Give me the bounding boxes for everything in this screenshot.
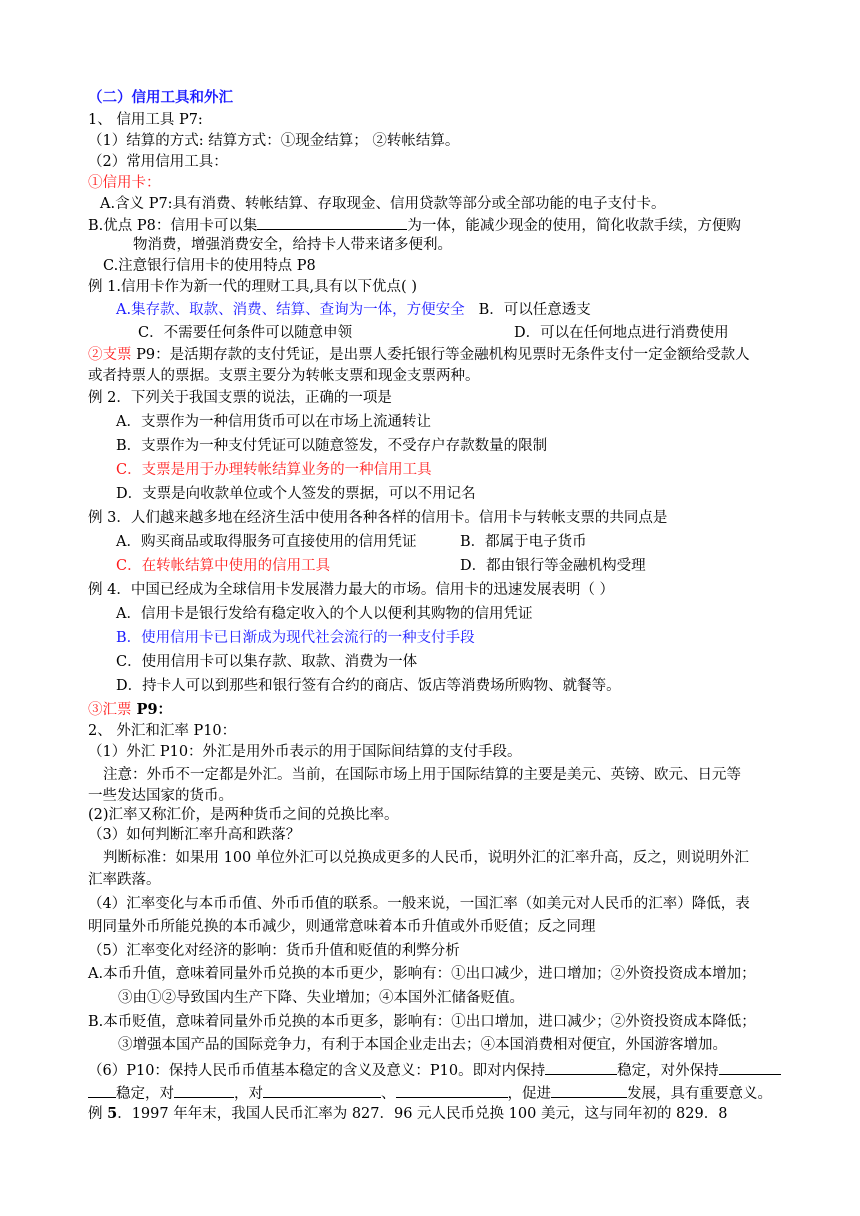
example-4-option-a: A．信用卡是银行发给有稳定收入的个人以便利其购物的信用凭证 <box>116 606 533 622</box>
credit-card-advantages-cont: 物消费，增强消费安全，给持卡人带来诸多便利。 <box>133 237 452 253</box>
cheque-heading: ②支票 <box>88 347 132 363</box>
example-2-option-c: C．支票是用于办理转帐结算业务的一种信用工具 <box>116 462 432 478</box>
example-1-option-d: D．可以在任何地点进行消费使用 <box>514 325 729 341</box>
draft-heading: ③汇票 <box>88 702 132 718</box>
example-2-option-a: A．支票作为一种信用货币可以在市场上流通转让 <box>116 414 431 430</box>
blank-line <box>174 1082 234 1098</box>
credit-card-definition: A.含义 P7:具有消费、转帐结算、存取现金、信用贷款等部分或全部功能的电子支付卡。 <box>100 196 666 212</box>
rate-judgement-question: （3）如何判断汇率升高和跌落？ <box>88 827 301 843</box>
example-3-option-a: A．购买商品或取得服务可直接使用的信用凭证 <box>116 534 417 550</box>
forex-note: 注意：外币不一定都是外汇。当前，在国际市场上用于国际结算的主要是美元、英镑、欧元、日元等 <box>103 767 741 783</box>
blank-line <box>263 1082 381 1098</box>
rate-judgement-standard: 判断标准：如果用 100 单位外汇可以兑换成更多的人民币，说明外汇的汇率升高，反之，则说明外汇 <box>103 850 749 866</box>
example-1-option-b: B．可以任意透支 <box>478 302 591 318</box>
example-2-option-d: D．支票是向收款单位或个人签发的票据，可以不用记名 <box>116 486 476 502</box>
example-2-question: 例 2．下列关于我国支票的说法，正确的一项是 <box>88 390 392 406</box>
blank-line <box>396 1082 508 1098</box>
section-heading: （二）信用工具和外汇 <box>88 89 233 106</box>
example-3-option-c: C．在转帐结算中使用的信用工具 <box>116 558 331 574</box>
example-1-question: 例 1.信用卡作为新一代的理财工具,具有以下优点( ) <box>88 279 417 295</box>
depreciation-effects: B.本币贬值，意味着同量外币兑换的本币更多，影响有：①出口增加，进口减少；②外资投资成本降低； <box>88 1014 756 1030</box>
forex-definition: （1）外汇 P10：外汇是用外币表示的用于国际间结算的支付手段。 <box>88 744 522 760</box>
example-1-row1 <box>116 300 591 320</box>
rmb-stability-meaning: （6）P10：保持人民币币值基本稳定的含义及意义：P10。即对内保持 稳定，对外保持 <box>88 1059 781 1081</box>
cheque-definition: ②支票 P9：是活期存款的支付凭证，是出票人委托银行等金融机构见票时无条件支付一定金额给受款人 <box>88 347 750 363</box>
blank-line <box>719 1059 781 1075</box>
depreciation-effects-cont: ③增强本国产品的国际竞争力，有利于本国企业走出去；④本国消费相对便宜，外国游客增加。 <box>118 1037 727 1053</box>
settlement-methods: （1）结算的方式: 结算方式：①现金结算； ②转帐结算。 <box>88 133 460 149</box>
example-3-option-b: B．都属于电子货币 <box>460 534 587 550</box>
rate-economic-impact: （5）汇率变化对经济的影响：货币升值和贬值的利弊分析 <box>88 943 460 959</box>
rate-currency-relation: （4）汇率变化与本币币值、外币币值的联系。一般来说，一国汇率（如美元对人民币的汇率）降低，表 <box>88 896 750 912</box>
blank-line <box>88 1082 116 1098</box>
example-1-option-a: A.集存款、取款、消费、结算、查询为一体，方便安全 <box>116 302 465 318</box>
example-3-option-d: D．都由银行等金融机构受理 <box>460 558 646 574</box>
item-credit-tools: 1、 信用工具 P7: <box>88 112 203 128</box>
example-5-question: 例 5．1997 年年末，我国人民币汇率为 827．96 元人民币兑换 100 美元，这与同年初的 829．8 <box>88 1105 728 1122</box>
example-2-option-b: B．支票作为一种支付凭证可以随意签发，不受存户存款数量的限制 <box>116 438 548 454</box>
credit-card-features: C.注意银行信用卡的使用特点 P8 <box>103 258 316 274</box>
example-1-option-c: C．不需要任何条件可以随意申领 <box>138 325 353 341</box>
common-credit-tools: （2）常用信用工具： <box>88 154 228 170</box>
blank-line <box>551 1082 627 1098</box>
example-3-question: 例 3．人们越来越多地在经济生活中使用各种各样的信用卡。信用卡与转帐支票的共同点是 <box>88 510 668 526</box>
rmb-stability-meaning-cont: 稳定，对 ，对 、 ，促进 发展，具有重要意义。 <box>88 1082 772 1104</box>
cheque-definition-cont: 或者持票人的票据。支票主要分为转帐支票和现金支票两种。 <box>88 368 480 384</box>
item-forex-and-rate: 2、 外汇和汇率 P10： <box>88 723 237 739</box>
appreciation-effects: A.本币升值，意味着同量外币兑换的本币更少，影响有：①出口减少，进口增加；②外资投资成本增加； <box>88 966 756 982</box>
example-4-question: 例 4．中国已经成为全球信用卡发展潜力最大的市场。信用卡的迅速发展表明（ ） <box>88 582 614 598</box>
rate-judgement-cont: 汇率跌落。 <box>88 872 161 888</box>
blank-line <box>257 214 407 230</box>
appreciation-effects-cont: ③由①②导致国内生产下降、失业增加；④本国外汇储备贬值。 <box>118 990 524 1006</box>
credit-card-heading: ①信用卡： <box>88 175 161 191</box>
forex-note-cont: 一些发达国家的货币。 <box>88 788 233 804</box>
example-4-option-c: C．使用信用卡可以集存款、取款、消费为一体 <box>116 654 418 670</box>
blank-line <box>545 1059 617 1075</box>
example-4-option-b: B．使用信用卡已日渐成为现代社会流行的一种支付手段 <box>116 630 475 646</box>
credit-card-advantages: B.优点 P8：信用卡可以集 为一体，能减少现金的使用，简化收款手续，方便购 <box>88 214 741 236</box>
example-4-option-d: D．持卡人可以到那些和银行签有合约的商店、饭店等消费场所购物、就餐等。 <box>116 678 621 694</box>
draft-heading-line: ③汇票 P9： <box>88 701 173 718</box>
exchange-rate-definition: (2)汇率又称汇价，是两种货币之间的兑换比率。 <box>88 807 399 823</box>
rate-currency-relation-cont: 明同量外币所能兑换的本币减少，则通常意味着本币升值或外币贬值；反之同理 <box>88 919 596 935</box>
